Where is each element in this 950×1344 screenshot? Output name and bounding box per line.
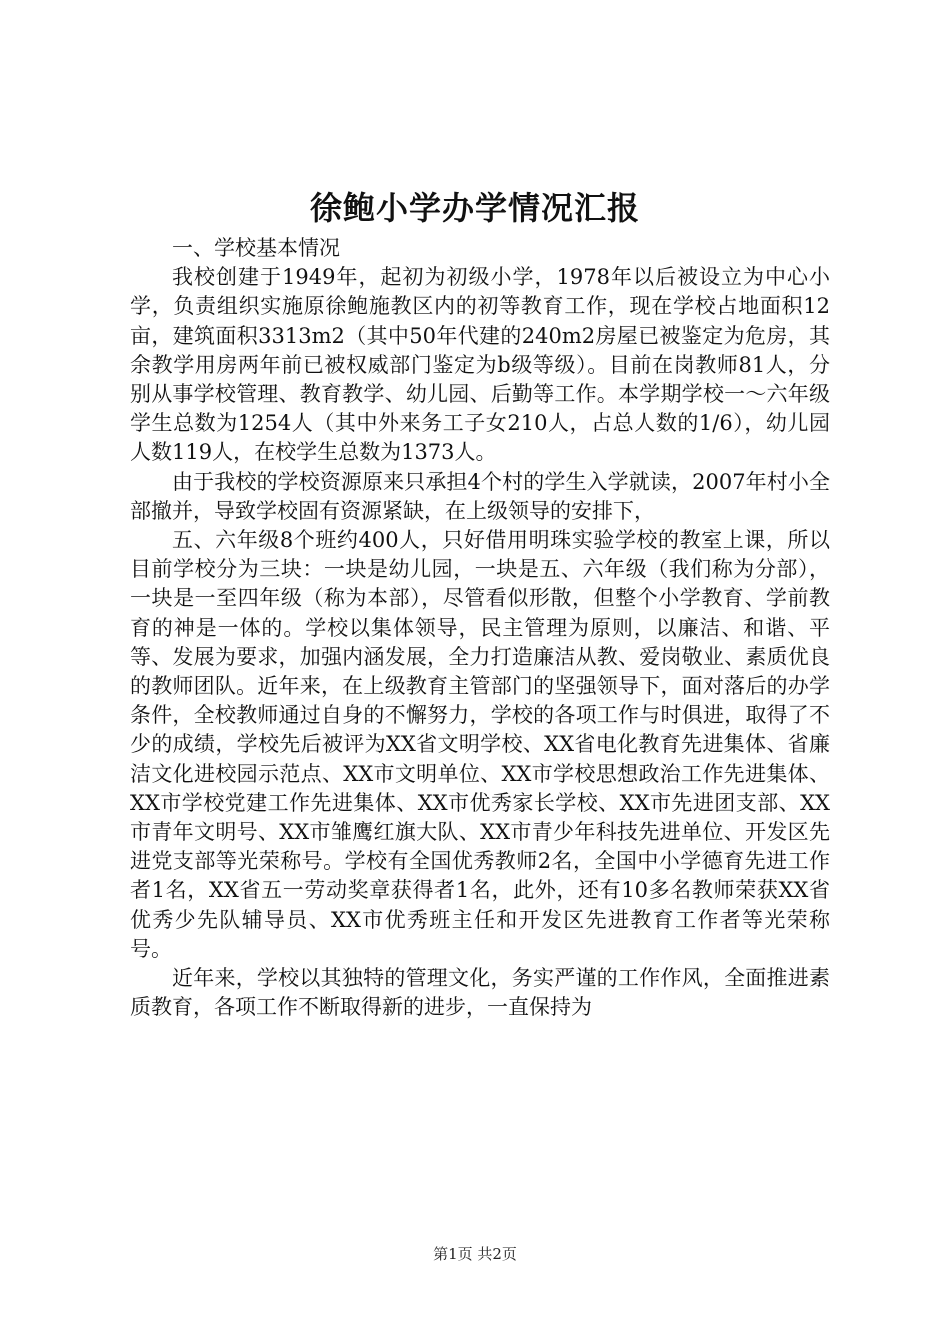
page-number-footer: 第1页 共2页 bbox=[433, 1245, 517, 1263]
paragraph-school-overview: 我校创建于1949年，起初为初级小学，1978年以后被设立为中心小学，负责组织实施原徐鲍施教区内的初等教育工作，现在学校占地面积12亩，建筑面积3313m2（其中50年代建的240m2房屋已被鉴定为危房，其余教学用房两年前已被权威部门鉴定为b级等级）。目前在岗教师81人，分别从事学校管理、教育教学、幼儿园、后勤等工作。本学期学校一～六年级学生总数为1254人（其中外来务工子女210人，占总人数的1/6），幼儿园人数119人，在校学生总数为1373人。 bbox=[130, 265, 830, 465]
paragraph-resource-shortage: 由于我校的学校资源原来只承担4个村的学生入学就读，2007年村小全部撤并，导致学校固有资源紧缺，在上级领导的安排下， bbox=[130, 469, 830, 523]
paragraph-recent-progress: 近年来，学校以其独特的管理文化，务实严谨的工作作风，全面推进素质教育，各项工作不断取得新的进步，一直保持为 bbox=[130, 966, 830, 1020]
document-body bbox=[130, 234, 830, 1022]
section-heading: 一、学校基本情况 bbox=[172, 236, 340, 260]
paragraph-campus-and-honors: 五、六年级8个班约400人，只好借用明珠实验学校的教室上课，所以目前学校分为三块：一块是幼儿园，一块是五、六年级（我们称为分部），一块是一至四年级（称为本部），尽管看似形散，但整个小学教育、学前教育的神是一体的。学校以集体领导，民主管理为原则，以廉洁、和谐、平等、发展为要求，加强内涵发展，全力打造廉洁从教、爱岗敬业、素质优良的教师团队。近年来，在上级教育主管部门的坚强领导下，面对落后的办学条件，全校教师通过自身的不懈努力，学校的各项工作与时俱进，取得了不少的成绩，学校先后被评为XX省文明学校、XX省电化教育先进集体、省廉洁文化进校园示范点、XX市文明单位、XX市学校思想政治工作先进集体、XX市学校党建工作先进集体、XX市优秀家长学校、XX市先进团支部、XX市青年文明号、XX市雏鹰红旗大队、XX市青少年科技先进单位、开发区先进党支部等光荣称号。学校有全国优秀教师2名，全国中小学德育先进工作者1名，XX省五一劳动奖章获得者1名，此外，还有10多名教师荣获XX省优秀少先队辅导员、XX市优秀班主任和开发区先进教育工作者等光荣称号。 bbox=[130, 528, 830, 961]
document-title: 徐鲍小学办学情况汇报 bbox=[309, 189, 640, 227]
